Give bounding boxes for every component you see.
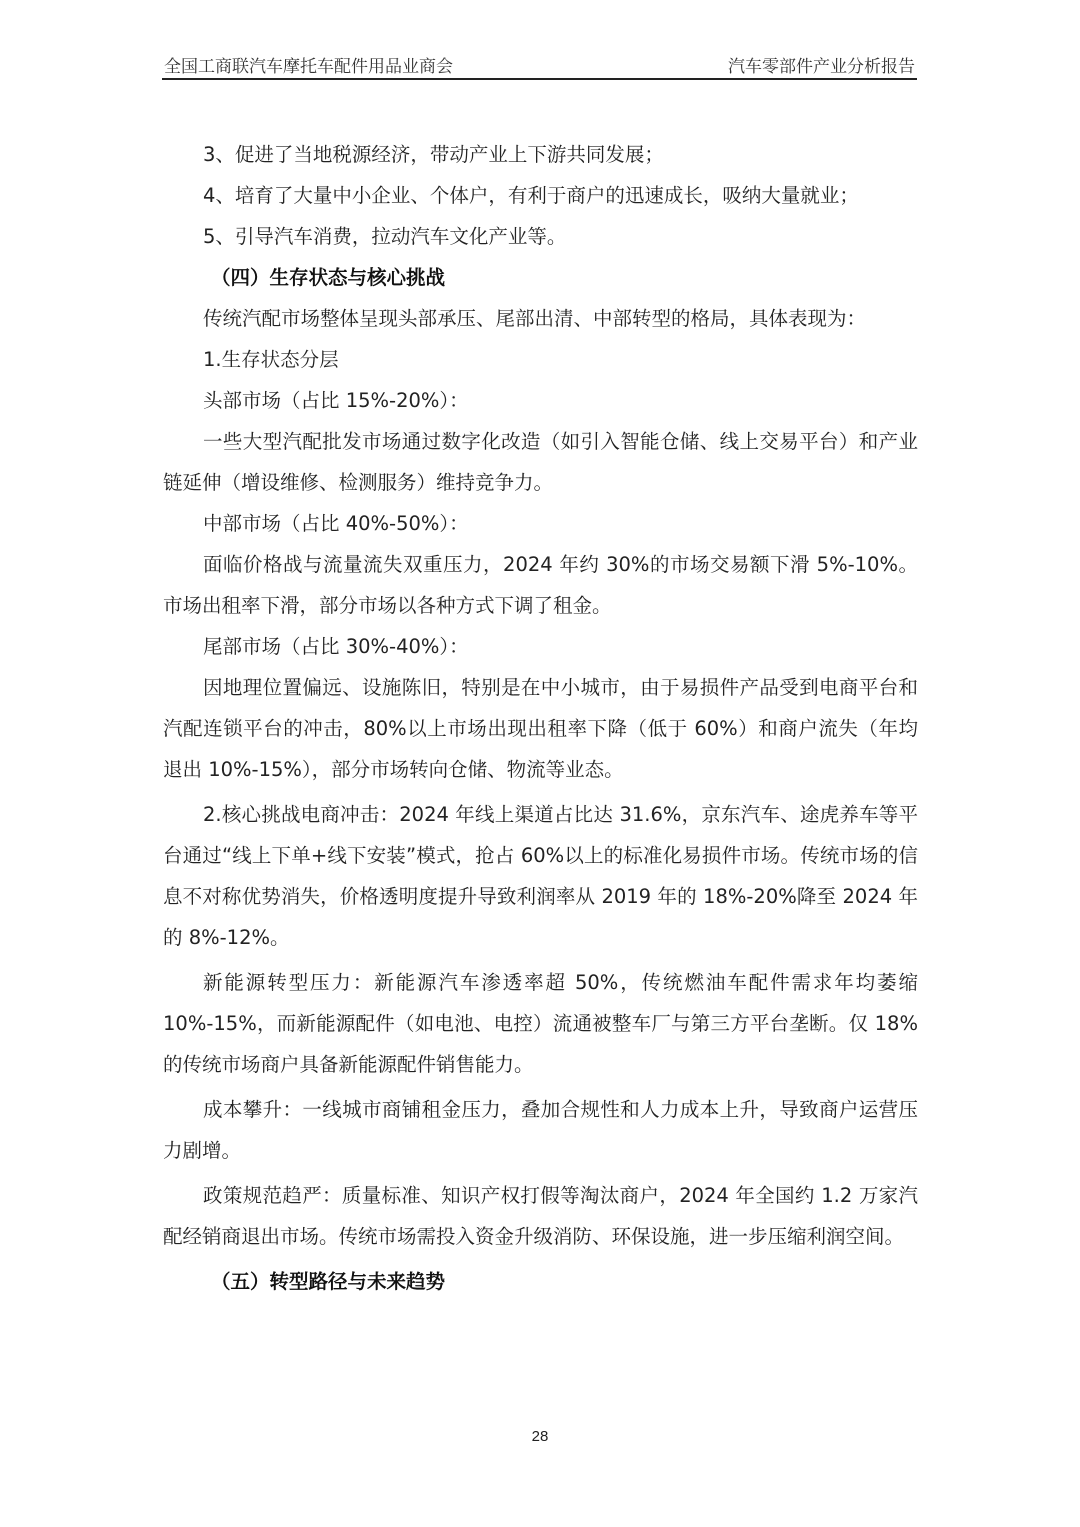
list-item-3: 3、促进了当地税源经济，带动产业上下游共同发展； [203,143,664,166]
header-organization: 全国工商联汽车摩托车配件用品业商会 [164,57,453,77]
page-number: 28 [531,1428,549,1445]
intro-paragraph: 传统汽配市场整体呈现头部承压、尾部出清、中部转型的格局，具体表现为： [203,307,867,330]
list-item-5: 5、引导汽车消费，拉动汽车文化产业等。 [203,225,567,248]
nev-pressure-paragraph: 新能源转型压力：新能源汽车渗透率超 50%，传统燃油车配件需求年均萎缩 10%-15%，而新能源配件（如电池、电控）流通被整车厂与第三方平台垄断。仅 18%的传统市场商户具备新能源配件销售能力。 [163,971,918,1076]
policy-paragraph: 政策规范趋严：质量标准、知识产权打假等淘汰商户，2024 年全国约 1.2 万家汽配经销商退出市场。传统市场需投入资金升级消防、环保设施，进一步压缩利润空间。 [163,1184,918,1248]
tail-market-label: 尾部市场（占比 30%-40%）： [203,635,469,658]
mid-market-label: 中部市场（占比 40%-50%）： [203,512,469,535]
list-item-4: 4、培育了大量中小企业、个体户，有利于商户的迅速成长，吸纳大量就业； [203,184,859,207]
cost-rise-paragraph: 成本攀升：一线城市商铺租金压力，叠加合规性和人力成本上升，导致商户运营压力剧增。 [163,1098,918,1162]
top-market-label: 头部市场（占比 15%-20%）： [203,389,469,412]
subsection-heading-1: 1.生存状态分层 [203,348,339,371]
section-heading-4: （四）生存状态与核心挑战 [211,266,446,289]
header-report-title: 汽车零部件产业分析报告 [728,57,915,77]
ecommerce-challenge-paragraph: 2.核心挑战电商冲击：2024 年线上渠道占比达 31.6%，京东汽车、途虎养车等平台通过“线上下单+线下安装”模式，抢占 60%以上的标准化易损件市场。传统市场的信息不对称优势消失，价格透明度提升导致利润率从 2019 年的 18%-20%降至 2024 年的 8%-12%。 [163,803,918,949]
section-heading-5: （五）转型路径与未来趋势 [211,1270,446,1293]
mid-market-paragraph: 面临价格战与流量流失双重压力，2024 年约 30%的市场交易额下滑 5%-10%。市场出租率下滑，部分市场以各种方式下调了租金。 [163,553,918,617]
page-header [162,50,917,80]
page-body [163,134,918,1302]
tail-market-paragraph: 因地理位置偏远、设施陈旧，特别是在中小城市，由于易损件产品受到电商平台和汽配连锁平台的冲击，80%以上市场出现出租率下降（低于 60%）和商户流失（年均退出 10%-15%），部分市场转向仓储、物流等业态。 [163,676,918,781]
top-market-paragraph: 一些大型汽配批发市场通过数字化改造（如引入智能仓储、线上交易平台）和产业链延伸（增设维修、检测服务）维持竞争力。 [163,430,918,494]
